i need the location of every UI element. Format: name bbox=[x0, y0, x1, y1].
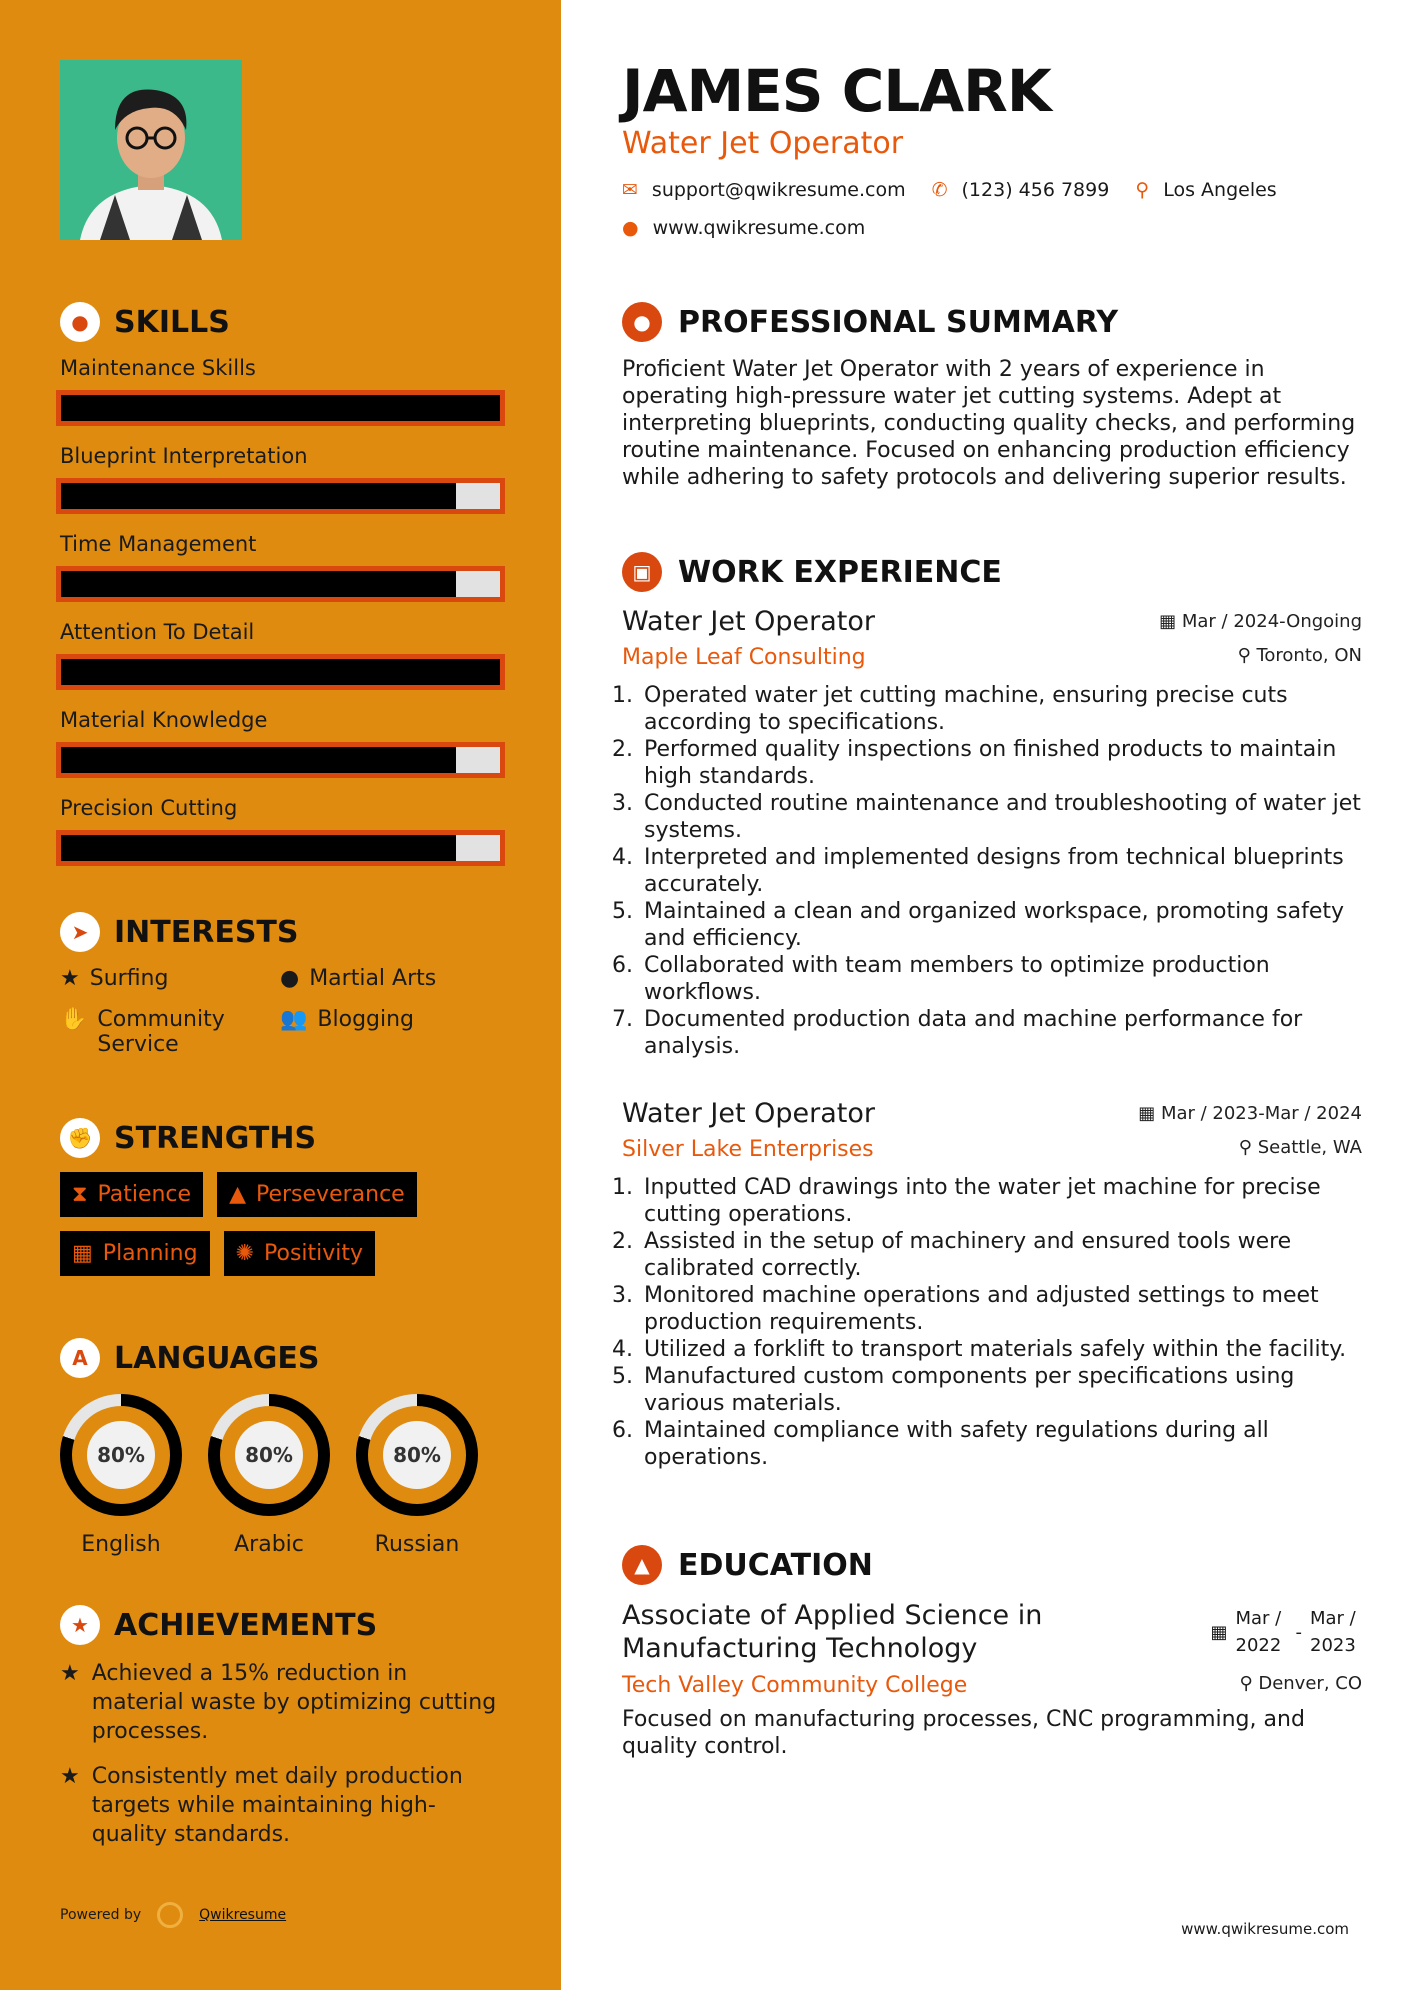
skill-bar bbox=[56, 830, 505, 866]
skill-label: Blueprint Interpretation bbox=[60, 444, 308, 468]
pin-icon: ⚲ bbox=[1237, 645, 1257, 666]
fist-icon: ✊ bbox=[60, 1118, 100, 1158]
experience-heading: WORK EXPERIENCE bbox=[678, 554, 1002, 590]
skill-item bbox=[56, 796, 516, 866]
experience-section bbox=[622, 552, 1362, 1471]
strengths-section bbox=[60, 1118, 520, 1276]
strength-chip: ✺ Positivity bbox=[224, 1231, 375, 1276]
school: Tech Valley Community College bbox=[622, 1673, 968, 1698]
skills-section bbox=[60, 302, 516, 884]
skill-bar bbox=[56, 390, 505, 426]
job-bullet: 1. Operated water jet cutting machine, ensuring precise cuts according to specifications. bbox=[640, 682, 1362, 736]
job-bullet: 5. Maintained a clean and organized workspace, promoting safety and efficiency. bbox=[640, 898, 1362, 952]
pin-icon: ⚲ bbox=[1239, 1673, 1259, 1694]
job-bullet: 3. Conducted routine maintenance and troubleshooting of water jet systems. bbox=[640, 790, 1362, 844]
language-percent: 80% bbox=[383, 1421, 451, 1489]
education-description: Focused on manufacturing processes, CNC programming, and quality control. bbox=[622, 1707, 1305, 1759]
calendar-icon: ▦ bbox=[72, 1241, 93, 1266]
job-bullet: 1. Inputted CAD drawings into the water jet machine for precise cutting operations. bbox=[640, 1174, 1362, 1228]
strength-chip: ▲ Perseverance bbox=[217, 1172, 417, 1217]
skill-bar bbox=[56, 742, 505, 778]
globe-icon: ● bbox=[280, 966, 300, 991]
company: Maple Leaf Consulting bbox=[622, 645, 866, 670]
star-icon: ★ bbox=[60, 1764, 80, 1789]
lightbulb-icon: ● bbox=[60, 302, 100, 342]
skill-item bbox=[56, 620, 516, 690]
languages-heading: A LANGUAGES bbox=[60, 1338, 478, 1378]
header bbox=[622, 58, 1362, 239]
skill-bar bbox=[56, 654, 505, 690]
sun-icon: ✺ bbox=[235, 1241, 255, 1266]
achievements-heading: ★ ACHIEVEMENTS bbox=[60, 1605, 500, 1645]
skill-item bbox=[56, 708, 516, 778]
job-entry bbox=[622, 1098, 1362, 1471]
job-bullet: 6. Maintained compliance with safety regulations during all operations. bbox=[640, 1417, 1362, 1471]
profile-photo bbox=[60, 60, 242, 240]
skill-bar-fill bbox=[61, 483, 456, 509]
star-badge-icon: ★ bbox=[60, 1605, 100, 1645]
skill-bar bbox=[56, 566, 505, 602]
location: Los Angeles bbox=[1163, 179, 1277, 201]
job-entry bbox=[622, 606, 1362, 1060]
skill-label: Precision Cutting bbox=[60, 796, 238, 820]
summary-heading: PROFESSIONAL SUMMARY bbox=[678, 304, 1119, 340]
translate-icon: A bbox=[60, 1338, 100, 1378]
email[interactable]: support@qwikresume.com bbox=[651, 179, 906, 201]
qwikresume-link[interactable]: Qwikresume bbox=[199, 1907, 287, 1923]
job-title: Water Jet Operator bbox=[622, 606, 875, 637]
interest-item: 👥 Blogging bbox=[280, 1007, 480, 1057]
candidate-name: JAMES CLARK bbox=[622, 57, 1051, 125]
language-name: Arabic bbox=[234, 1532, 304, 1557]
skill-bar-fill bbox=[61, 571, 456, 597]
skill-label: Attention To Detail bbox=[60, 620, 255, 644]
job-title: Water Jet Operator bbox=[622, 1098, 875, 1129]
skill-bar-fill bbox=[61, 659, 500, 685]
job-bullet: 2. Assisted in the setup of machinery and ensured tools were calibrated correctly. bbox=[640, 1228, 1362, 1282]
interests-heading: ➤ INTERESTS bbox=[60, 912, 480, 952]
skill-item bbox=[56, 444, 516, 514]
pin-icon: ⚲ bbox=[1238, 1137, 1258, 1158]
achievement-item: ★ Achieved a 15% reduction in material waste by optimizing cutting processes. bbox=[60, 1661, 497, 1744]
interest-item: ● Martial Arts bbox=[280, 966, 437, 991]
hand-icon: ✋ bbox=[60, 1007, 88, 1032]
contact-row bbox=[622, 179, 1362, 201]
interest-item: ✋ Community Service bbox=[60, 1007, 225, 1057]
users-icon: 👥 bbox=[280, 1007, 308, 1032]
language-name: Russian bbox=[374, 1532, 460, 1557]
strength-chip: ⧗ Patience bbox=[60, 1172, 203, 1217]
language-item bbox=[356, 1394, 478, 1557]
skill-label: Maintenance Skills bbox=[60, 356, 256, 380]
job-dates: Mar / 2024-Ongoing bbox=[1181, 611, 1362, 632]
language-percent: 80% bbox=[235, 1421, 303, 1489]
interests-section bbox=[60, 912, 480, 1057]
star-icon: ★ bbox=[60, 966, 80, 991]
language-ring bbox=[208, 1394, 330, 1516]
job-title: Water Jet Operator bbox=[622, 126, 904, 161]
interest-item: ★ Surfing bbox=[60, 966, 169, 991]
skill-bar-fill bbox=[61, 747, 456, 773]
graduate-icon: ▲ bbox=[622, 1545, 662, 1585]
job-dates: Mar / 2023-Mar / 2024 bbox=[1160, 1103, 1362, 1124]
skill-bar bbox=[56, 478, 505, 514]
skill-label: Material Knowledge bbox=[60, 708, 268, 732]
language-percent: 80% bbox=[87, 1421, 155, 1489]
qwikresume-logo-icon bbox=[157, 1902, 183, 1928]
job-location: Seattle, WA bbox=[1257, 1137, 1362, 1158]
job-bullet: 5. Manufactured custom components per specifications using various materials. bbox=[640, 1363, 1362, 1417]
paper-plane-icon: ➤ bbox=[60, 912, 100, 952]
website[interactable]: www.qwikresume.com bbox=[652, 217, 866, 239]
job-bullet: 3. Monitored machine operations and adjusted settings to meet production requirements. bbox=[640, 1282, 1362, 1336]
language-item bbox=[208, 1394, 330, 1557]
hourglass-icon: ⧗ bbox=[72, 1182, 88, 1207]
language-item bbox=[60, 1394, 182, 1557]
education-dates: ▦ Mar / 2022 - Mar / 2023 bbox=[1210, 1608, 1356, 1656]
job-bullet: 7. Documented production data and machine performance for analysis. bbox=[640, 1006, 1362, 1060]
job-bullet: 4. Utilized a forklift to transport materials safely within the facility. bbox=[640, 1336, 1362, 1363]
language-ring bbox=[356, 1394, 478, 1516]
education-heading: EDUCATION bbox=[678, 1547, 873, 1583]
calendar-icon: ▦ bbox=[1138, 1103, 1161, 1124]
skill-label: Time Management bbox=[60, 532, 257, 556]
job-bullet: 4. Interpreted and implemented designs from technical blueprints accurately. bbox=[640, 844, 1362, 898]
map-pin-icon: ⚲ bbox=[1135, 179, 1150, 201]
envelope-icon: ✉ bbox=[622, 179, 638, 201]
languages-section bbox=[60, 1338, 478, 1557]
job-bullet: 2. Performed quality inspections on finished products to maintain high standards. bbox=[640, 736, 1362, 790]
job-location: Toronto, ON bbox=[1256, 645, 1362, 666]
language-ring bbox=[60, 1394, 182, 1516]
job-bullet: 6. Collaborated with team members to optimize production workflows. bbox=[640, 952, 1362, 1006]
phone-icon: ✆ bbox=[931, 179, 948, 201]
achievement-item: ★ Consistently met daily production targets while maintaining high-quality standards. bbox=[60, 1764, 463, 1847]
education-location: Denver, CO bbox=[1258, 1673, 1362, 1694]
skills-heading: ● SKILLS bbox=[60, 302, 516, 342]
footer-website[interactable]: www.qwikresume.com bbox=[1181, 1920, 1349, 1938]
strengths-heading: ✊ STRENGTHS bbox=[60, 1118, 520, 1158]
skill-item bbox=[56, 532, 516, 602]
road-icon: ▲ bbox=[229, 1182, 246, 1207]
star-icon: ★ bbox=[60, 1661, 80, 1686]
user-icon: ● bbox=[622, 302, 662, 342]
strength-chip: ▦ Planning bbox=[60, 1231, 210, 1276]
skill-bar-fill bbox=[61, 395, 500, 421]
phone[interactable]: (123) 456 7899 bbox=[961, 179, 1110, 201]
summary-section bbox=[622, 302, 1362, 491]
summary-text: Proficient Water Jet Operator with 2 years of experience in operating high-pressure water jet cutting systems. Adept at interpreting blueprints, conducting quality checks, and performing routine maintenance. Focused on enhancing production efficiency while adhering to safety protocols and delivering superior results. bbox=[622, 357, 1356, 490]
achievements-section bbox=[60, 1605, 500, 1865]
skill-item bbox=[56, 356, 516, 426]
powered-by: Powered by Qwikresume bbox=[60, 1902, 286, 1928]
calendar-icon: ▦ bbox=[1210, 1621, 1228, 1643]
language-name: English bbox=[81, 1532, 161, 1557]
degree: Associate of Applied Science in Manufacturing Technology bbox=[622, 1600, 1043, 1664]
skill-bar-fill bbox=[61, 835, 456, 861]
calendar-icon: ▦ bbox=[1159, 611, 1182, 632]
education-section bbox=[622, 1545, 1362, 1760]
chair-icon: ▣ bbox=[622, 552, 662, 592]
company: Silver Lake Enterprises bbox=[622, 1137, 874, 1162]
globe-icon: ● bbox=[622, 217, 639, 239]
